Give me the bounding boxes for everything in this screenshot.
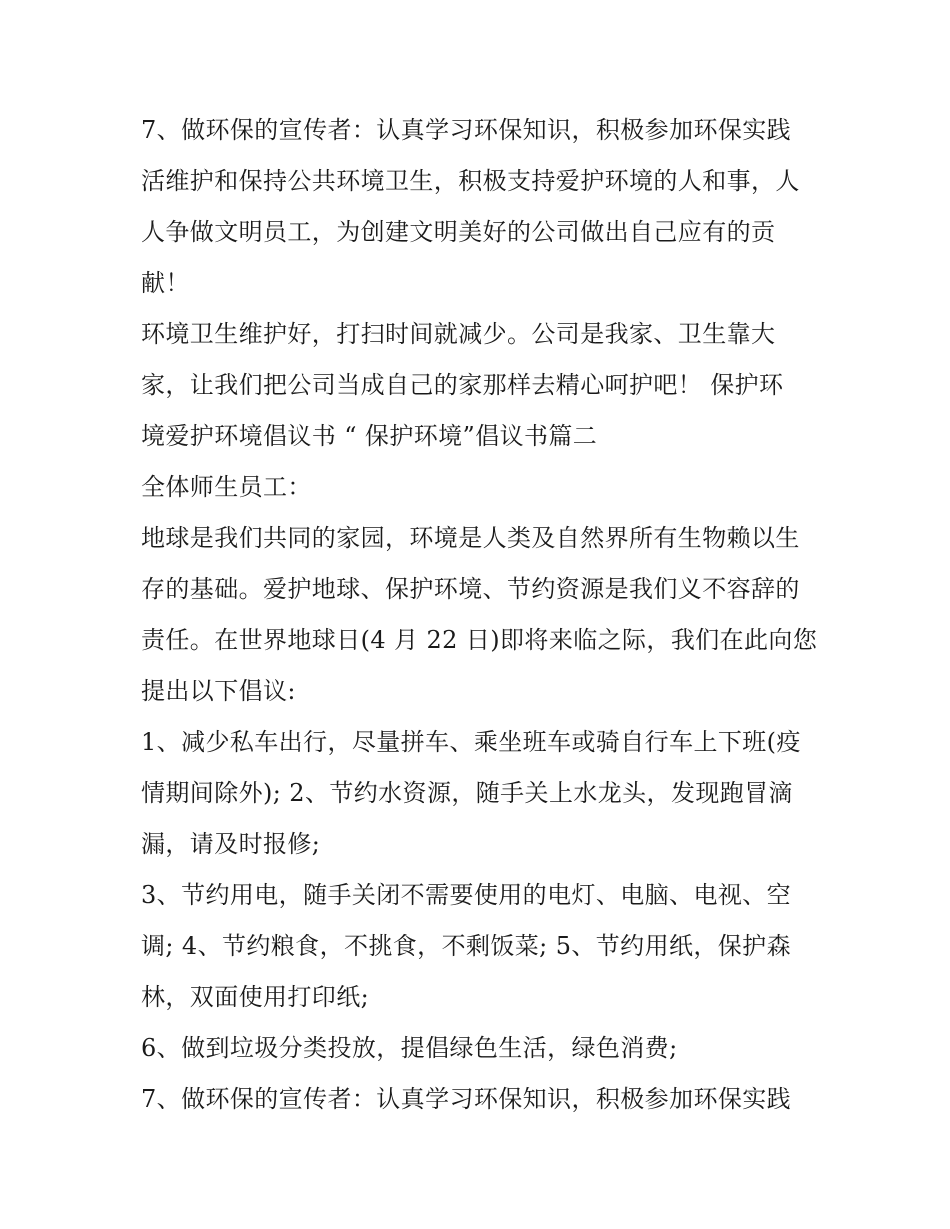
text-line: 人争做文明员工，为创建文明美好的公司做出自己应有的贡 bbox=[141, 218, 776, 246]
text-line: 6、做到垃圾分类投放，提倡绿色生活，绿色消费; bbox=[141, 1034, 678, 1062]
text-line: 活维护和保持公共环境卫生，积极支持爱护环境的人和事，人 bbox=[141, 167, 800, 195]
text-line: 3、节约用电，随手关闭不需要使用的电灯、电脑、电视、空 bbox=[141, 881, 792, 909]
text-line: 林，双面使用打印纸; bbox=[141, 983, 370, 1011]
text-line: 提出以下倡议: bbox=[141, 677, 296, 705]
text-line: 漏，请及时报修; bbox=[141, 830, 321, 858]
text-line: 献！ bbox=[141, 269, 190, 297]
text-line: 调; 4、节约粮食，不挑食，不剩饭菜; 5、节约用纸，保护森 bbox=[141, 932, 791, 960]
text-line: 情期间除外); 2、节约水资源，随手关上水龙头，发现跑冒滴 bbox=[141, 779, 793, 807]
text-line: 7、做环保的宣传者：认真学习环保知识，积极参加环保实践 bbox=[141, 1085, 792, 1113]
text-line: 1、减少私车出行，尽量拼车、乘坐班车或骑自行车上下班(疫 bbox=[141, 728, 801, 756]
text-line: 境爱护环境倡议书 “ 保护环境”倡议书篇二 bbox=[141, 422, 598, 450]
text-line: 全体师生员工： bbox=[141, 473, 312, 501]
text-line: 责任。在世界地球日(4 月 22 日)即将来临之际，我们在此向您 bbox=[141, 626, 818, 654]
text-line: 7、做环保的宣传者：认真学习环保知识，积极参加环保实践 bbox=[141, 116, 792, 144]
text-line: 地球是我们共同的家园，环境是人类及自然界所有生物赖以生 bbox=[141, 524, 800, 552]
text-line: 存的基础。爱护地球、保护环境、节约资源是我们义不容辞的 bbox=[141, 575, 800, 603]
text-line: 环境卫生维护好，打扫时间就减少。公司是我家、卫生靠大 bbox=[141, 320, 776, 348]
text-line: 家，让我们把公司当成自己的家那样去精心呵护吧！ 保护环 bbox=[141, 371, 784, 399]
